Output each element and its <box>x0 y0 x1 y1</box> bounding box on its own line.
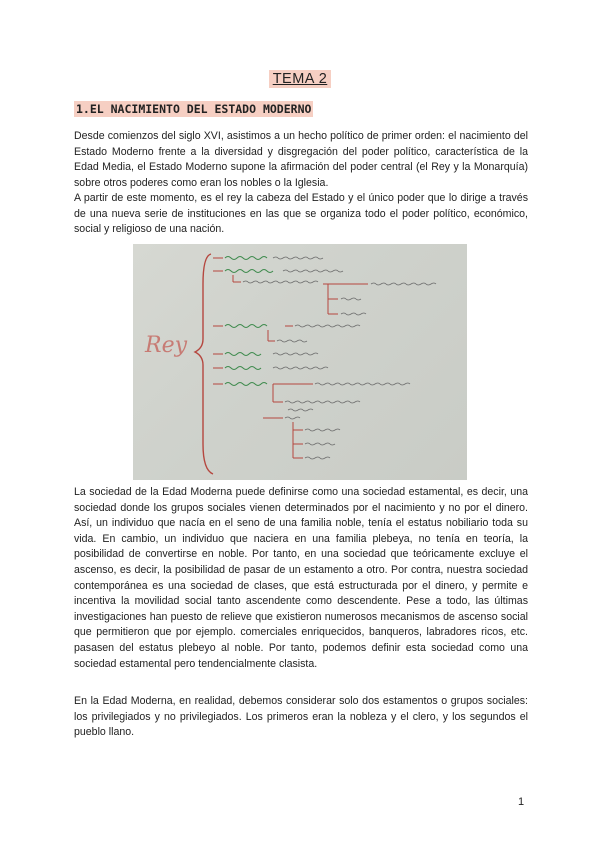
page-number: 1 <box>518 796 525 808</box>
paragraph-sociedad: La sociedad de la Edad Moderna puede definirse como una sociedad estamental, es decir, una sociedad donde los grupos sociales vienen determinados por el nacimiento y no por el dinero. Así, un individuo que nacía en el seno de una familia noble, tenía el estatus nobiliario toda su vida. En cambio, un individuo que naciera en una familia plebeya, no tenía en teoría, la posibilidad de convertirse en noble. Por tanto, en una sociedad que teóricamente excluye el ascenso, es decir, la posibilidad de pasar de un estamento a otro. Por contra, nuestra sociedad contemporánea es una sociedad de clases, que está estructurada por el dinero, y permite e incentiva la movilidad social tanto ascendente como descendente. Pese a todo, las últimas investigaciones han puesto de relieve que existieron numerosos mecanismos de ascenso social que permitieron que por ejemplo. comerciales enriquecidos, banqueros, labradores ricos, etc. pasasen del estatus plebeyo al noble. Por tanto, podemos definir esta sociedad como una sociedad estamental pero tendencialmente clasista. <box>74 486 528 670</box>
diagram-grey-notes <box>243 257 436 459</box>
handwritten-diagram-photo <box>133 244 467 480</box>
section-heading-highlight <box>74 101 313 117</box>
paragraph-rey: A partir de este momento, es el rey la cabeza del Estado y el único poder que lo dirige a través de una nueva serie de instituciones en las que se organiza todo el poder político, económico, social y religioso de una nación. <box>74 192 528 236</box>
diagram-root-label: Rey <box>145 333 188 358</box>
page-title: TEMA 2 <box>269 70 332 88</box>
section-number: 1. <box>76 102 90 116</box>
diagram-green-headings <box>225 257 273 386</box>
section-title: EL NACIMIENTO DEL ESTADO MODERNO <box>89 102 312 116</box>
paragraph-intro: Desde comienzos del siglo XVI, asistimos a un hecho político de primer orden: el nacimiento del Estado Moderno frente a la diversidad y disgregación del poder político, característica de la Edad Media, el Estado Moderno supone la afirmación del poder central (el Rey y la Monarquía) sobre otros poderes como eran los nobles o la Iglesia. <box>74 130 528 189</box>
title-container <box>0 70 600 88</box>
section-heading <box>74 102 544 116</box>
diagram-branches <box>213 258 368 458</box>
paragraph-estamentos: En la Edad Moderna, en realidad, debemos considerar solo dos estamentos o grupos sociales: los privilegiados y no privilegiados. Los primeros eran la nobleza y el clero, y los segundos el pueblo llano. <box>74 695 528 739</box>
handwritten-diagram <box>133 244 467 480</box>
diagram-main-brace <box>195 254 213 474</box>
